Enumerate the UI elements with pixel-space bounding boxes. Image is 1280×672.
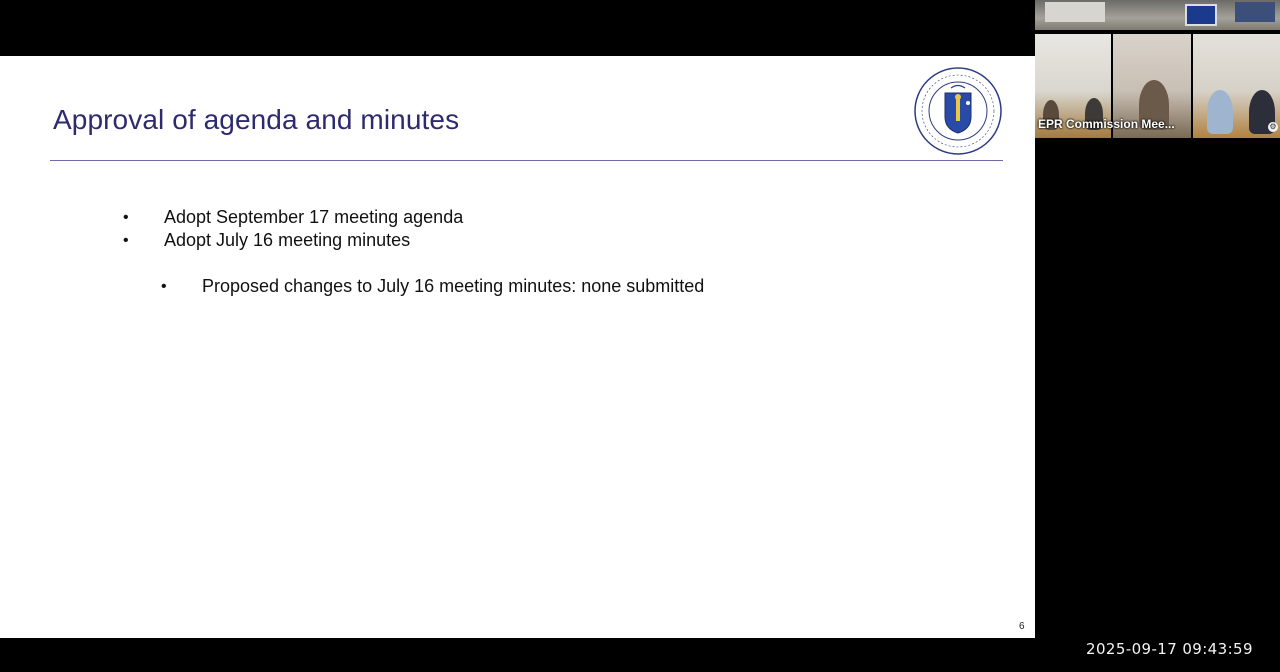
participant-figure bbox=[1207, 90, 1233, 134]
minutes-sub-bullet-list bbox=[158, 275, 704, 298]
title-divider bbox=[50, 160, 1003, 161]
video-tile-3[interactable] bbox=[1193, 34, 1280, 138]
bullet-glyph: • bbox=[123, 232, 129, 249]
room-wall-panel bbox=[1045, 2, 1105, 22]
agenda-bullet-list bbox=[120, 206, 463, 252]
massachusetts-seal-icon bbox=[914, 67, 1002, 155]
settings-icon[interactable]: ⚙ bbox=[1269, 122, 1277, 131]
video-conference-panel[interactable] bbox=[1035, 0, 1280, 138]
sub-bullet-item bbox=[158, 275, 704, 298]
bullet-text: Adopt July 16 meeting minutes bbox=[164, 230, 411, 250]
bullet-item bbox=[120, 206, 463, 229]
sub-bullet-text: Proposed changes to July 16 meeting minutes: none submitted bbox=[202, 276, 705, 296]
video-feed-room-top[interactable] bbox=[1035, 0, 1280, 30]
room-wall-panel bbox=[1235, 2, 1275, 22]
presentation-slide bbox=[0, 56, 1035, 638]
bullet-glyph: • bbox=[161, 278, 167, 295]
meeting-name-label: EPR Commission Mee... bbox=[1038, 117, 1175, 131]
slide-page-number: 6 bbox=[1019, 621, 1025, 632]
slide-title: Approval of agenda and minutes bbox=[53, 104, 460, 135]
room-display-screen bbox=[1185, 4, 1217, 26]
bullet-glyph: • bbox=[123, 209, 129, 226]
recording-timestamp: 2025-09-17 09:43:59 bbox=[1086, 640, 1253, 658]
bullet-text: Adopt September 17 meeting agenda bbox=[164, 207, 464, 227]
bullet-item bbox=[120, 229, 463, 252]
